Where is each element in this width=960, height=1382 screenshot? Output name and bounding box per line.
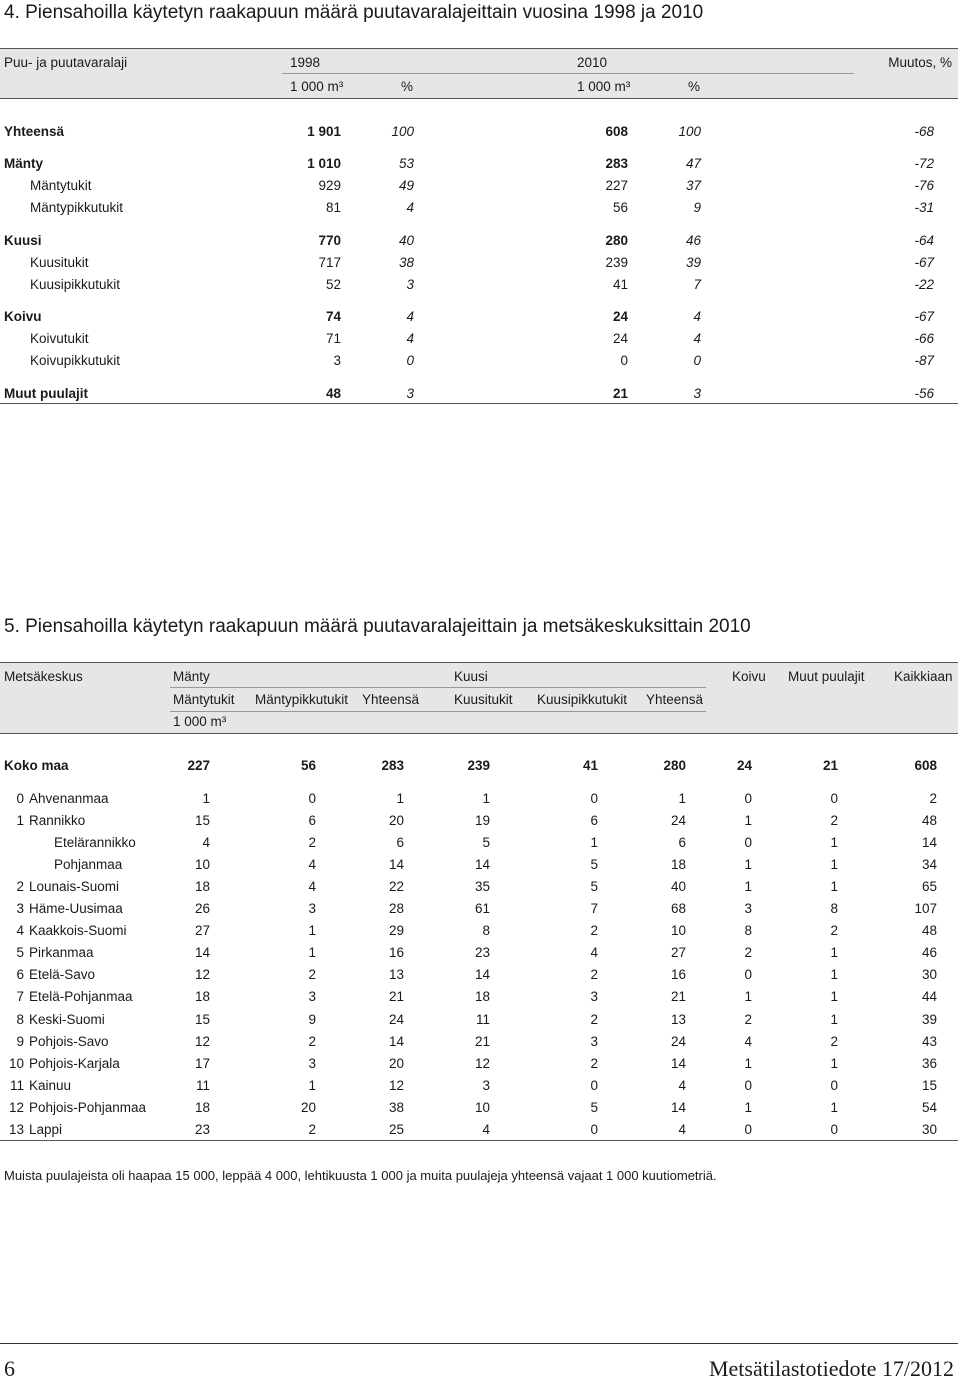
table5-cell-kuusi-yhteensa: 21 <box>670 989 686 1004</box>
table5-col-header-kaikkiaan: Kaikkiaan <box>894 669 953 684</box>
table5-cell-kuusipikkutukit: 0 <box>590 791 598 806</box>
table4-cell-p10: 37 <box>685 178 701 193</box>
table5-row-label: Pohjanmaa <box>54 857 123 872</box>
table5-cell-koivu: 1 <box>744 1056 752 1071</box>
table5-cell-kaikkiaan: 14 <box>921 835 937 850</box>
table5-cell-muut: 1 <box>830 945 838 960</box>
table5-cell-kuusitukit: 239 <box>467 758 490 773</box>
table5-row-label: Pohjois-Pohjanmaa <box>29 1100 147 1115</box>
table5-row-number: 10 <box>8 1056 24 1071</box>
table4-row-label: Mänty <box>4 156 44 171</box>
table4-cell-p10: 4 <box>693 331 701 346</box>
table5-cell-kaikkiaan: 107 <box>914 901 937 916</box>
table5-cell-kuusitukit: 35 <box>474 879 490 894</box>
table5-row-label: Lappi <box>29 1122 63 1137</box>
table5-cell-koivu: 3 <box>744 901 752 916</box>
table4-cell-p98: 40 <box>398 233 414 248</box>
table5-cell-kaikkiaan: 48 <box>921 813 937 828</box>
table5-row-label: Etelärannikko <box>54 835 136 850</box>
table4-cell-v10: 608 <box>605 124 628 139</box>
table5-cell-kuusi-yhteensa: 24 <box>670 1034 686 1049</box>
table5-cell-mantytukit: 14 <box>194 945 210 960</box>
table5-header-bottom-rule <box>0 733 958 734</box>
table5-row-label: Kaakkois-Suomi <box>29 923 127 938</box>
table5-col-header-muut: Muut puulajit <box>788 669 865 684</box>
table5-cell-koivu: 2 <box>744 1012 752 1027</box>
table5-cell-kuusipikkutukit: 2 <box>590 967 598 982</box>
table4-cell-p98: 4 <box>406 309 414 324</box>
table5-cell-muut: 1 <box>830 857 838 872</box>
table5-cell-muut: 1 <box>830 967 838 982</box>
table4-cell-chg: -56 <box>914 386 934 401</box>
table4-pct-1998: % <box>401 79 414 94</box>
table5-cell-manty-yhteensa: 16 <box>388 945 404 960</box>
table5-row-label: Etelä-Savo <box>29 967 96 982</box>
table4-row-label: Kuusitukit <box>30 255 89 270</box>
table4-cell-p98: 49 <box>398 178 414 193</box>
table5-cell-kuusi-yhteensa: 27 <box>670 945 686 960</box>
table5-cell-mantytukit: 18 <box>194 1100 210 1115</box>
table5-row-number: 2 <box>16 879 24 894</box>
table5-title: 5. Piensahoilla käytetyn raakapuun määrä puutavaralajeittain ja metsäkeskuksittain 2010 <box>4 616 751 637</box>
table4-cell-chg: -76 <box>914 178 934 193</box>
table5-cell-koivu: 0 <box>744 1122 752 1137</box>
table5-cell-kuusitukit: 21 <box>474 1034 490 1049</box>
table5-cell-manty-yhteensa: 14 <box>388 857 404 872</box>
table4-cell-p10: 47 <box>685 156 701 171</box>
table5-cell-kuusitukit: 1 <box>482 791 490 806</box>
table5-cell-koivu: 8 <box>744 923 752 938</box>
table5-cell-mantypikkutukit: 56 <box>300 758 316 773</box>
table5-cell-kuusipikkutukit: 1 <box>590 835 598 850</box>
table5-cell-mantypikkutukit: 2 <box>308 1122 316 1137</box>
table5-row-number: 1 <box>16 813 24 828</box>
table5-cell-muut: 1 <box>830 1012 838 1027</box>
table4-unit-2010: 1 000 m³ <box>577 79 631 94</box>
table4-cell-v10: 280 <box>605 233 628 248</box>
table4-cell-v98: 48 <box>325 386 341 401</box>
table5-cell-manty-yhteensa: 6 <box>396 835 404 850</box>
table5-cell-koivu: 4 <box>744 1034 752 1049</box>
table4-cell-v98: 929 <box>318 178 341 193</box>
table5-cell-kaikkiaan: 15 <box>921 1078 937 1093</box>
table5-cell-kuusi-yhteensa: 68 <box>670 901 686 916</box>
table5-cell-koivu: 0 <box>744 967 752 982</box>
table4-cell-v10: 227 <box>605 178 628 193</box>
table5-cell-muut: 8 <box>830 901 838 916</box>
table5-row-number: 3 <box>16 901 24 916</box>
table5-cell-kuusipikkutukit: 2 <box>590 1056 598 1071</box>
table5-col-header-kuusi-yhteensa: Yhteensä <box>646 692 704 707</box>
table5-cell-kuusi-yhteensa: 10 <box>670 923 686 938</box>
table4-row-label: Koivupikkutukit <box>30 353 121 368</box>
table4-cell-v98: 717 <box>318 255 341 270</box>
table5-col-header-manty: Mänty <box>173 669 210 684</box>
table4-cell-p98: 53 <box>398 156 414 171</box>
table5-cell-muut: 2 <box>830 813 838 828</box>
table5-cell-kaikkiaan: 30 <box>921 967 937 982</box>
table5-row-label: Kainuu <box>29 1078 72 1093</box>
table4-cell-p98: 3 <box>406 386 414 401</box>
table5-cell-mantytukit: 23 <box>194 1122 210 1137</box>
table5-bottom-rule <box>0 1140 958 1141</box>
table5-cell-manty-yhteensa: 12 <box>388 1078 404 1093</box>
table4-cell-chg: -22 <box>914 277 934 292</box>
table4-cell-chg: -87 <box>914 353 934 368</box>
table5-cell-kaikkiaan: 2 <box>929 791 937 806</box>
table5-cell-mantypikkutukit: 2 <box>308 967 316 982</box>
table5-cell-koivu: 1 <box>744 857 752 872</box>
table5-cell-mantytukit: 10 <box>194 857 210 872</box>
table5-cell-koivu: 0 <box>744 791 752 806</box>
table5-cell-kuusi-yhteensa: 40 <box>670 879 686 894</box>
table5-cell-kuusi-yhteensa: 16 <box>670 967 686 982</box>
table4-cell-v10: 0 <box>620 353 628 368</box>
table5-cell-manty-yhteensa: 24 <box>388 1012 404 1027</box>
table5-cell-manty-yhteensa: 22 <box>388 879 404 894</box>
table5-species-rule <box>170 687 706 688</box>
table4-cell-v98: 1 010 <box>307 156 341 171</box>
table5-cell-manty-yhteensa: 21 <box>388 989 404 1004</box>
table5-subheader-rule <box>170 711 706 712</box>
table4-cell-v98: 3 <box>333 353 341 368</box>
table5-cell-kuusitukit: 18 <box>474 989 490 1004</box>
table5-row-label: Etelä-Pohjanmaa <box>29 989 133 1004</box>
table5-cell-mantypikkutukit: 1 <box>308 1078 316 1093</box>
table5-cell-koivu: 1 <box>744 989 752 1004</box>
table5-col-header-kuusipikkutukit: Kuusipikkutukit <box>537 692 628 707</box>
table5-cell-manty-yhteensa: 20 <box>388 813 404 828</box>
table5-col-header-mantytukit: Mäntytukit <box>173 692 235 707</box>
table5-cell-manty-yhteensa: 38 <box>388 1100 404 1115</box>
table5-cell-mantytukit: 1 <box>202 791 210 806</box>
table5-cell-kuusitukit: 11 <box>475 1012 490 1027</box>
table5-cell-manty-yhteensa: 283 <box>381 758 404 773</box>
table5-cell-kaikkiaan: 36 <box>921 1056 937 1071</box>
table5-cell-mantypikkutukit: 6 <box>308 813 316 828</box>
table5-cell-kaikkiaan: 44 <box>921 989 937 1004</box>
table4-cell-v98: 81 <box>325 200 341 215</box>
table5-row-label: Häme-Uusimaa <box>29 901 123 916</box>
table4-row-label: Mäntytukit <box>30 178 92 193</box>
page-number: 6 <box>4 1356 15 1381</box>
table5-row-number: 5 <box>16 945 24 960</box>
table5-cell-kuusitukit: 10 <box>474 1100 490 1115</box>
table4-cell-v98: 74 <box>325 309 341 324</box>
table5-cell-manty-yhteensa: 25 <box>388 1122 404 1137</box>
table4-cell-p98: 3 <box>406 277 414 292</box>
table4-cell-chg: -31 <box>914 200 934 215</box>
table4-cell-v98: 52 <box>325 277 341 292</box>
table5-cell-kuusi-yhteensa: 6 <box>678 835 686 850</box>
table5-cell-kuusipikkutukit: 5 <box>590 857 598 872</box>
table4-cell-chg: -72 <box>914 156 934 171</box>
table5-cell-kuusitukit: 4 <box>482 1122 490 1137</box>
table5-cell-mantypikkutukit: 3 <box>308 901 316 916</box>
table5-cell-kaikkiaan: 65 <box>921 879 937 894</box>
table4-bottom-rule <box>0 403 958 404</box>
table4-cell-p10: 4 <box>693 309 701 324</box>
table5-cell-mantytukit: 4 <box>202 835 210 850</box>
table4-cell-v98: 71 <box>325 331 341 346</box>
table5-row-label: Rannikko <box>29 813 86 828</box>
table5-cell-kaikkiaan: 43 <box>921 1034 937 1049</box>
table5-cell-kuusipikkutukit: 5 <box>590 879 598 894</box>
table5-row-number: 11 <box>9 1078 24 1093</box>
table4-cell-chg: -68 <box>914 124 934 139</box>
table5-cell-muut: 0 <box>830 1122 838 1137</box>
table5-cell-manty-yhteensa: 1 <box>396 791 404 806</box>
table5-cell-mantytukit: 26 <box>194 901 210 916</box>
table4-row-label: Muut puulajit <box>4 386 88 401</box>
table5-row-number: 7 <box>16 989 24 1004</box>
table5-cell-muut: 1 <box>830 879 838 894</box>
table5-cell-koivu: 0 <box>744 1078 752 1093</box>
table5-cell-muut: 1 <box>830 989 838 1004</box>
table5-cell-muut: 21 <box>822 758 838 773</box>
table4-row-label: Kuusi <box>4 233 42 248</box>
table4-col-header-2010: 2010 <box>577 55 608 70</box>
table5-row-number: 0 <box>16 791 24 806</box>
table5-row-label: Pohjois-Savo <box>29 1034 109 1049</box>
table5-cell-manty-yhteensa: 29 <box>388 923 404 938</box>
table5-cell-kuusipikkutukit: 3 <box>590 1034 598 1049</box>
table5-row-label: Koko maa <box>4 758 69 773</box>
table5-cell-koivu: 1 <box>744 879 752 894</box>
table4-cell-chg: -67 <box>914 309 934 324</box>
table5-cell-manty-yhteensa: 13 <box>388 967 404 982</box>
table5-cell-kuusipikkutukit: 2 <box>590 1012 598 1027</box>
table5-cell-kuusi-yhteensa: 1 <box>678 791 686 806</box>
table5-cell-manty-yhteensa: 14 <box>388 1034 404 1049</box>
table5-cell-kuusi-yhteensa: 14 <box>670 1056 686 1071</box>
table5-row-number: 12 <box>8 1100 24 1115</box>
table5-cell-mantypikkutukit: 9 <box>308 1012 316 1027</box>
table5-col-header-manty-yhteensa: Yhteensä <box>362 692 420 707</box>
table5-cell-kuusipikkutukit: 0 <box>590 1078 598 1093</box>
table5-cell-mantypikkutukit: 1 <box>308 923 316 938</box>
table5-cell-mantytukit: 11 <box>195 1078 210 1093</box>
table5-cell-kuusipikkutukit: 6 <box>590 813 598 828</box>
table4-row-label: Koivutukit <box>30 331 89 346</box>
table4-cell-chg: -67 <box>914 255 934 270</box>
table4-cell-v10: 239 <box>605 255 628 270</box>
table5-cell-kuusipikkutukit: 41 <box>582 758 598 773</box>
table4-cell-v10: 56 <box>612 200 628 215</box>
table4-cell-v98: 770 <box>318 233 341 248</box>
table5-cell-manty-yhteensa: 20 <box>388 1056 404 1071</box>
table5-cell-mantytukit: 18 <box>194 879 210 894</box>
table4-cell-p10: 39 <box>685 255 701 270</box>
table5-cell-manty-yhteensa: 28 <box>388 901 404 916</box>
table5-cell-kuusitukit: 19 <box>474 813 490 828</box>
table4-row-label: Yhteensä <box>4 124 65 139</box>
table5-cell-kuusitukit: 61 <box>474 901 490 916</box>
table4-cell-p10: 7 <box>693 277 701 292</box>
table4-unit-1998: 1 000 m³ <box>290 79 344 94</box>
table4-cell-p98: 38 <box>398 255 414 270</box>
table5-cell-kuusi-yhteensa: 18 <box>670 857 686 872</box>
footer-rule <box>0 1343 958 1344</box>
table5-cell-kuusipikkutukit: 5 <box>590 1100 598 1115</box>
table5-cell-kuusitukit: 12 <box>474 1056 490 1071</box>
table4-year-rule <box>282 73 854 74</box>
table4-title: 4. Piensahoilla käytetyn raakapuun määrä puutavaralajeittain vuosina 1998 ja 2010 <box>4 2 704 23</box>
table5-cell-kaikkiaan: 39 <box>921 1012 937 1027</box>
table4-cell-p98: 4 <box>406 331 414 346</box>
table5-cell-koivu: 24 <box>736 758 752 773</box>
table5-row-number: 8 <box>16 1012 24 1027</box>
table5-cell-mantypikkutukit: 3 <box>308 1056 316 1071</box>
table5-cell-koivu: 2 <box>744 945 752 960</box>
table5-cell-kuusitukit: 3 <box>482 1078 490 1093</box>
table5-col-header-mantypikkutukit: Mäntypikkutukit <box>255 692 349 707</box>
table5-cell-mantypikkutukit: 4 <box>308 879 316 894</box>
table5-col-header-forest-centre: Metsäkeskus <box>4 669 83 684</box>
table5-col-header-kuusitukit: Kuusitukit <box>454 692 513 707</box>
publication-name: Metsätilastotiedote 17/2012 <box>708 1356 954 1381</box>
table4-top-rule <box>0 48 958 49</box>
table5-cell-kuusi-yhteensa: 280 <box>663 758 686 773</box>
table5-cell-mantytukit: 227 <box>187 758 210 773</box>
table5-cell-koivu: 1 <box>744 1100 752 1115</box>
table5-cell-kuusi-yhteensa: 4 <box>678 1078 686 1093</box>
table5-cell-mantytukit: 17 <box>194 1056 210 1071</box>
table4-row-label: Mäntypikkutukit <box>30 200 124 215</box>
table4-cell-v10: 41 <box>612 277 628 292</box>
table4-cell-v98: 1 901 <box>307 124 341 139</box>
table5-cell-mantypikkutukit: 20 <box>300 1100 316 1115</box>
table4-cell-p10: 100 <box>678 124 701 139</box>
table4-row-label: Kuusipikkutukit <box>30 277 121 292</box>
table5-cell-kuusipikkutukit: 3 <box>590 989 598 1004</box>
table5-cell-mantytukit: 27 <box>194 923 210 938</box>
table4-cell-p10: 9 <box>693 200 701 215</box>
table5-cell-kuusitukit: 14 <box>474 967 490 982</box>
table4-header-bottom-rule <box>0 98 958 99</box>
table5-cell-mantytukit: 12 <box>194 967 210 982</box>
table5-cell-mantypikkutukit: 1 <box>308 945 316 960</box>
table5-cell-kuusi-yhteensa: 13 <box>670 1012 686 1027</box>
table5-footnote: Muista puulajeista oli haapaa 15 000, leppää 4 000, lehtikuusta 1 000 ja muita puulajeja yhteensä vajaat 1 000 kuutiometriä. <box>4 1168 717 1183</box>
table4-col-header-species: Puu- ja puutavaralaji <box>4 55 128 70</box>
table5-cell-mantypikkutukit: 4 <box>308 857 316 872</box>
table5-cell-kuusitukit: 23 <box>474 945 490 960</box>
table4-cell-v10: 21 <box>612 386 628 401</box>
table5-col-header-koivu: Koivu <box>732 669 766 684</box>
table5-cell-koivu: 1 <box>744 813 752 828</box>
table5-cell-muut: 1 <box>830 1100 838 1115</box>
table5-cell-kuusipikkutukit: 7 <box>590 901 598 916</box>
table4-cell-chg: -66 <box>914 331 934 346</box>
table5-cell-kuusipikkutukit: 4 <box>590 945 598 960</box>
table5-cell-kaikkiaan: 34 <box>921 857 937 872</box>
table5-cell-kuusipikkutukit: 0 <box>590 1122 598 1137</box>
table5-unit: 1 000 m³ <box>173 714 227 729</box>
table5-row-label: Ahvenanmaa <box>29 791 109 806</box>
table5-row-label: Pirkanmaa <box>29 945 94 960</box>
table5-cell-kaikkiaan: 30 <box>921 1122 937 1137</box>
table5-cell-kaikkiaan: 48 <box>921 923 937 938</box>
table5-cell-kuusitukit: 5 <box>482 835 490 850</box>
table4-col-header-1998: 1998 <box>290 55 321 70</box>
table5-cell-kaikkiaan: 54 <box>921 1100 937 1115</box>
table5-cell-muut: 1 <box>830 1056 838 1071</box>
table5-cell-muut: 2 <box>830 923 838 938</box>
table5-cell-mantypikkutukit: 2 <box>308 1034 316 1049</box>
table5-cell-mantypikkutukit: 3 <box>308 989 316 1004</box>
table5-cell-mantypikkutukit: 2 <box>308 835 316 850</box>
table4-cell-chg: -64 <box>914 233 934 248</box>
table5-cell-mantytukit: 12 <box>194 1034 210 1049</box>
table5-cell-kuusitukit: 14 <box>474 857 490 872</box>
table4-cell-p98: 100 <box>391 124 414 139</box>
table5-cell-kuusi-yhteensa: 14 <box>670 1100 686 1115</box>
table4-cell-p10: 0 <box>693 353 701 368</box>
table5-cell-kuusitukit: 8 <box>482 923 490 938</box>
table5-cell-kuusi-yhteensa: 24 <box>670 813 686 828</box>
table5-row-number: 13 <box>8 1122 24 1137</box>
table5-cell-koivu: 0 <box>744 835 752 850</box>
table4-cell-v10: 283 <box>605 156 628 171</box>
table5-cell-mantytukit: 18 <box>194 989 210 1004</box>
table4-cell-p98: 4 <box>406 200 414 215</box>
table5-cell-muut: 0 <box>830 791 838 806</box>
table4-cell-p10: 3 <box>693 386 701 401</box>
table5-cell-muut: 0 <box>830 1078 838 1093</box>
table5-row-label: Lounais-Suomi <box>29 879 120 894</box>
table4-row-label: Koivu <box>4 309 42 324</box>
table5-row-number: 6 <box>16 967 24 982</box>
table4-cell-v10: 24 <box>612 309 628 324</box>
table5-row-number: 4 <box>16 923 24 938</box>
table5-cell-kuusipikkutukit: 2 <box>590 923 598 938</box>
table5-cell-muut: 1 <box>830 835 838 850</box>
table5-cell-mantytukit: 15 <box>194 813 210 828</box>
table5-cell-mantypikkutukit: 0 <box>308 791 316 806</box>
table5-col-header-kuusi: Kuusi <box>454 669 488 684</box>
table5-cell-kuusi-yhteensa: 4 <box>678 1122 686 1137</box>
table4-cell-p10: 46 <box>685 233 701 248</box>
table5-cell-kaikkiaan: 608 <box>914 758 937 773</box>
table5-top-rule <box>0 662 958 663</box>
table4-pct-2010: % <box>688 79 701 94</box>
table5-row-label: Keski-Suomi <box>29 1012 105 1027</box>
table5-row-label: Pohjois-Karjala <box>29 1056 120 1071</box>
table5-cell-kaikkiaan: 46 <box>921 945 937 960</box>
table5-row-number: 9 <box>16 1034 24 1049</box>
table4-col-header-change: Muutos, % <box>888 55 952 70</box>
table4-cell-v10: 24 <box>612 331 628 346</box>
table5-cell-mantytukit: 15 <box>194 1012 210 1027</box>
table5-cell-muut: 2 <box>830 1034 838 1049</box>
table4-cell-p98: 0 <box>406 353 414 368</box>
